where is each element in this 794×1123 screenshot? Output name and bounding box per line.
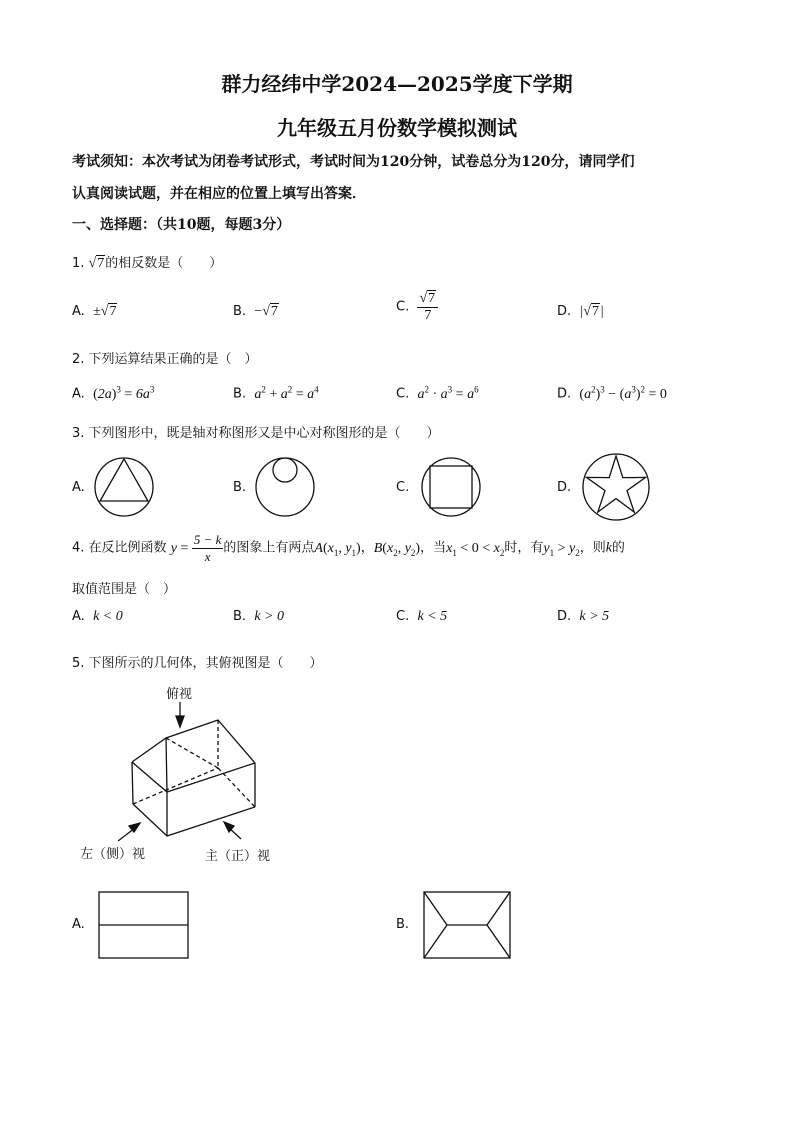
q4-option-c[interactable]: C. k < 5 — [396, 609, 448, 624]
q5-option-b-label[interactable]: B. — [396, 917, 410, 932]
question-3: 3. 下列图形中，既是轴对称图形又是中心对称图形的是（ ） — [72, 426, 440, 441]
q2-option-b[interactable]: B. $a^2 + a^2 = a^4$ — [233, 384, 319, 402]
q1-option-b[interactable]: B. −√7 — [233, 304, 278, 319]
q3-option-d-label[interactable]: D. — [557, 480, 572, 495]
q1-option-c[interactable]: C. $\frac{√7}{7}$ — [396, 290, 438, 324]
section-heading: 一、选择题：（共10题，每题3分） — [72, 217, 291, 233]
q4-option-a[interactable]: A. k < 0 — [72, 609, 123, 624]
q5-figure-b-envelope — [424, 892, 510, 958]
q5-label-left-view: 左（侧）视 — [80, 847, 146, 862]
question-4-line2: 取值范围是（ ） — [72, 582, 177, 597]
question-5: 5. 下图所示的几何体，其俯视图是（ ） — [72, 656, 323, 671]
q2-option-c[interactable]: C. $a^2 \cdot a^3 = a^6$ — [396, 384, 479, 402]
q4-option-d[interactable]: D. k > 5 — [557, 609, 610, 624]
question-2: 2. 下列运算结果正确的是（ ） — [72, 352, 258, 367]
question-1-number: 1. — [72, 256, 85, 271]
q3-option-a-label[interactable]: A. — [72, 480, 85, 495]
q4-option-b[interactable]: B. k > 0 — [233, 609, 284, 624]
q5-figure-a-rectangle — [99, 892, 188, 958]
q3-option-b-label[interactable]: B. — [233, 480, 247, 495]
q2-option-a[interactable]: A. $(2a)^3 = 6a^3$ — [72, 384, 155, 402]
question-1-sqrt: √7 — [88, 256, 105, 271]
exam-title: 群力经纬中学2024—2025学度下学期 — [221, 72, 573, 96]
question-4-line1: 4. 在反比例函数 y = $\frac{5 - k}{x}$ 的图象上有两点$A(x_1$, $y_1$)，$B(x_2$, $y_2$)，当$x_1 < 0 < x_2$时，有$y_1 > y_2$，则k的 — [72, 532, 625, 564]
q3-option-c-label[interactable]: C. — [396, 480, 410, 495]
exam-notice-line1: 考试须知：本次考试为闭卷考试形式，考试时间为120分钟，试卷总分为120分，请同学们 — [72, 154, 635, 170]
q5-option-a-label[interactable]: A. — [72, 917, 85, 932]
exam-subtitle: 九年级五月份数学模拟测试 — [277, 116, 517, 140]
q5-label-front-view: 主（正）视 — [205, 849, 271, 864]
question-1-text: 的相反数是（ ） — [105, 256, 223, 271]
q2-option-d[interactable]: D. $(a^2)^3 - (a^3)^2 = 0$ — [557, 384, 667, 402]
exam-notice-line2: 认真阅读试题，并在相应的位置上填写出答案． — [72, 186, 366, 202]
q1-option-a[interactable]: A. ±√7 — [72, 304, 117, 319]
q5-label-top-view: 俯视 — [166, 687, 193, 702]
q1-option-d[interactable]: D. |√7| — [557, 304, 604, 319]
